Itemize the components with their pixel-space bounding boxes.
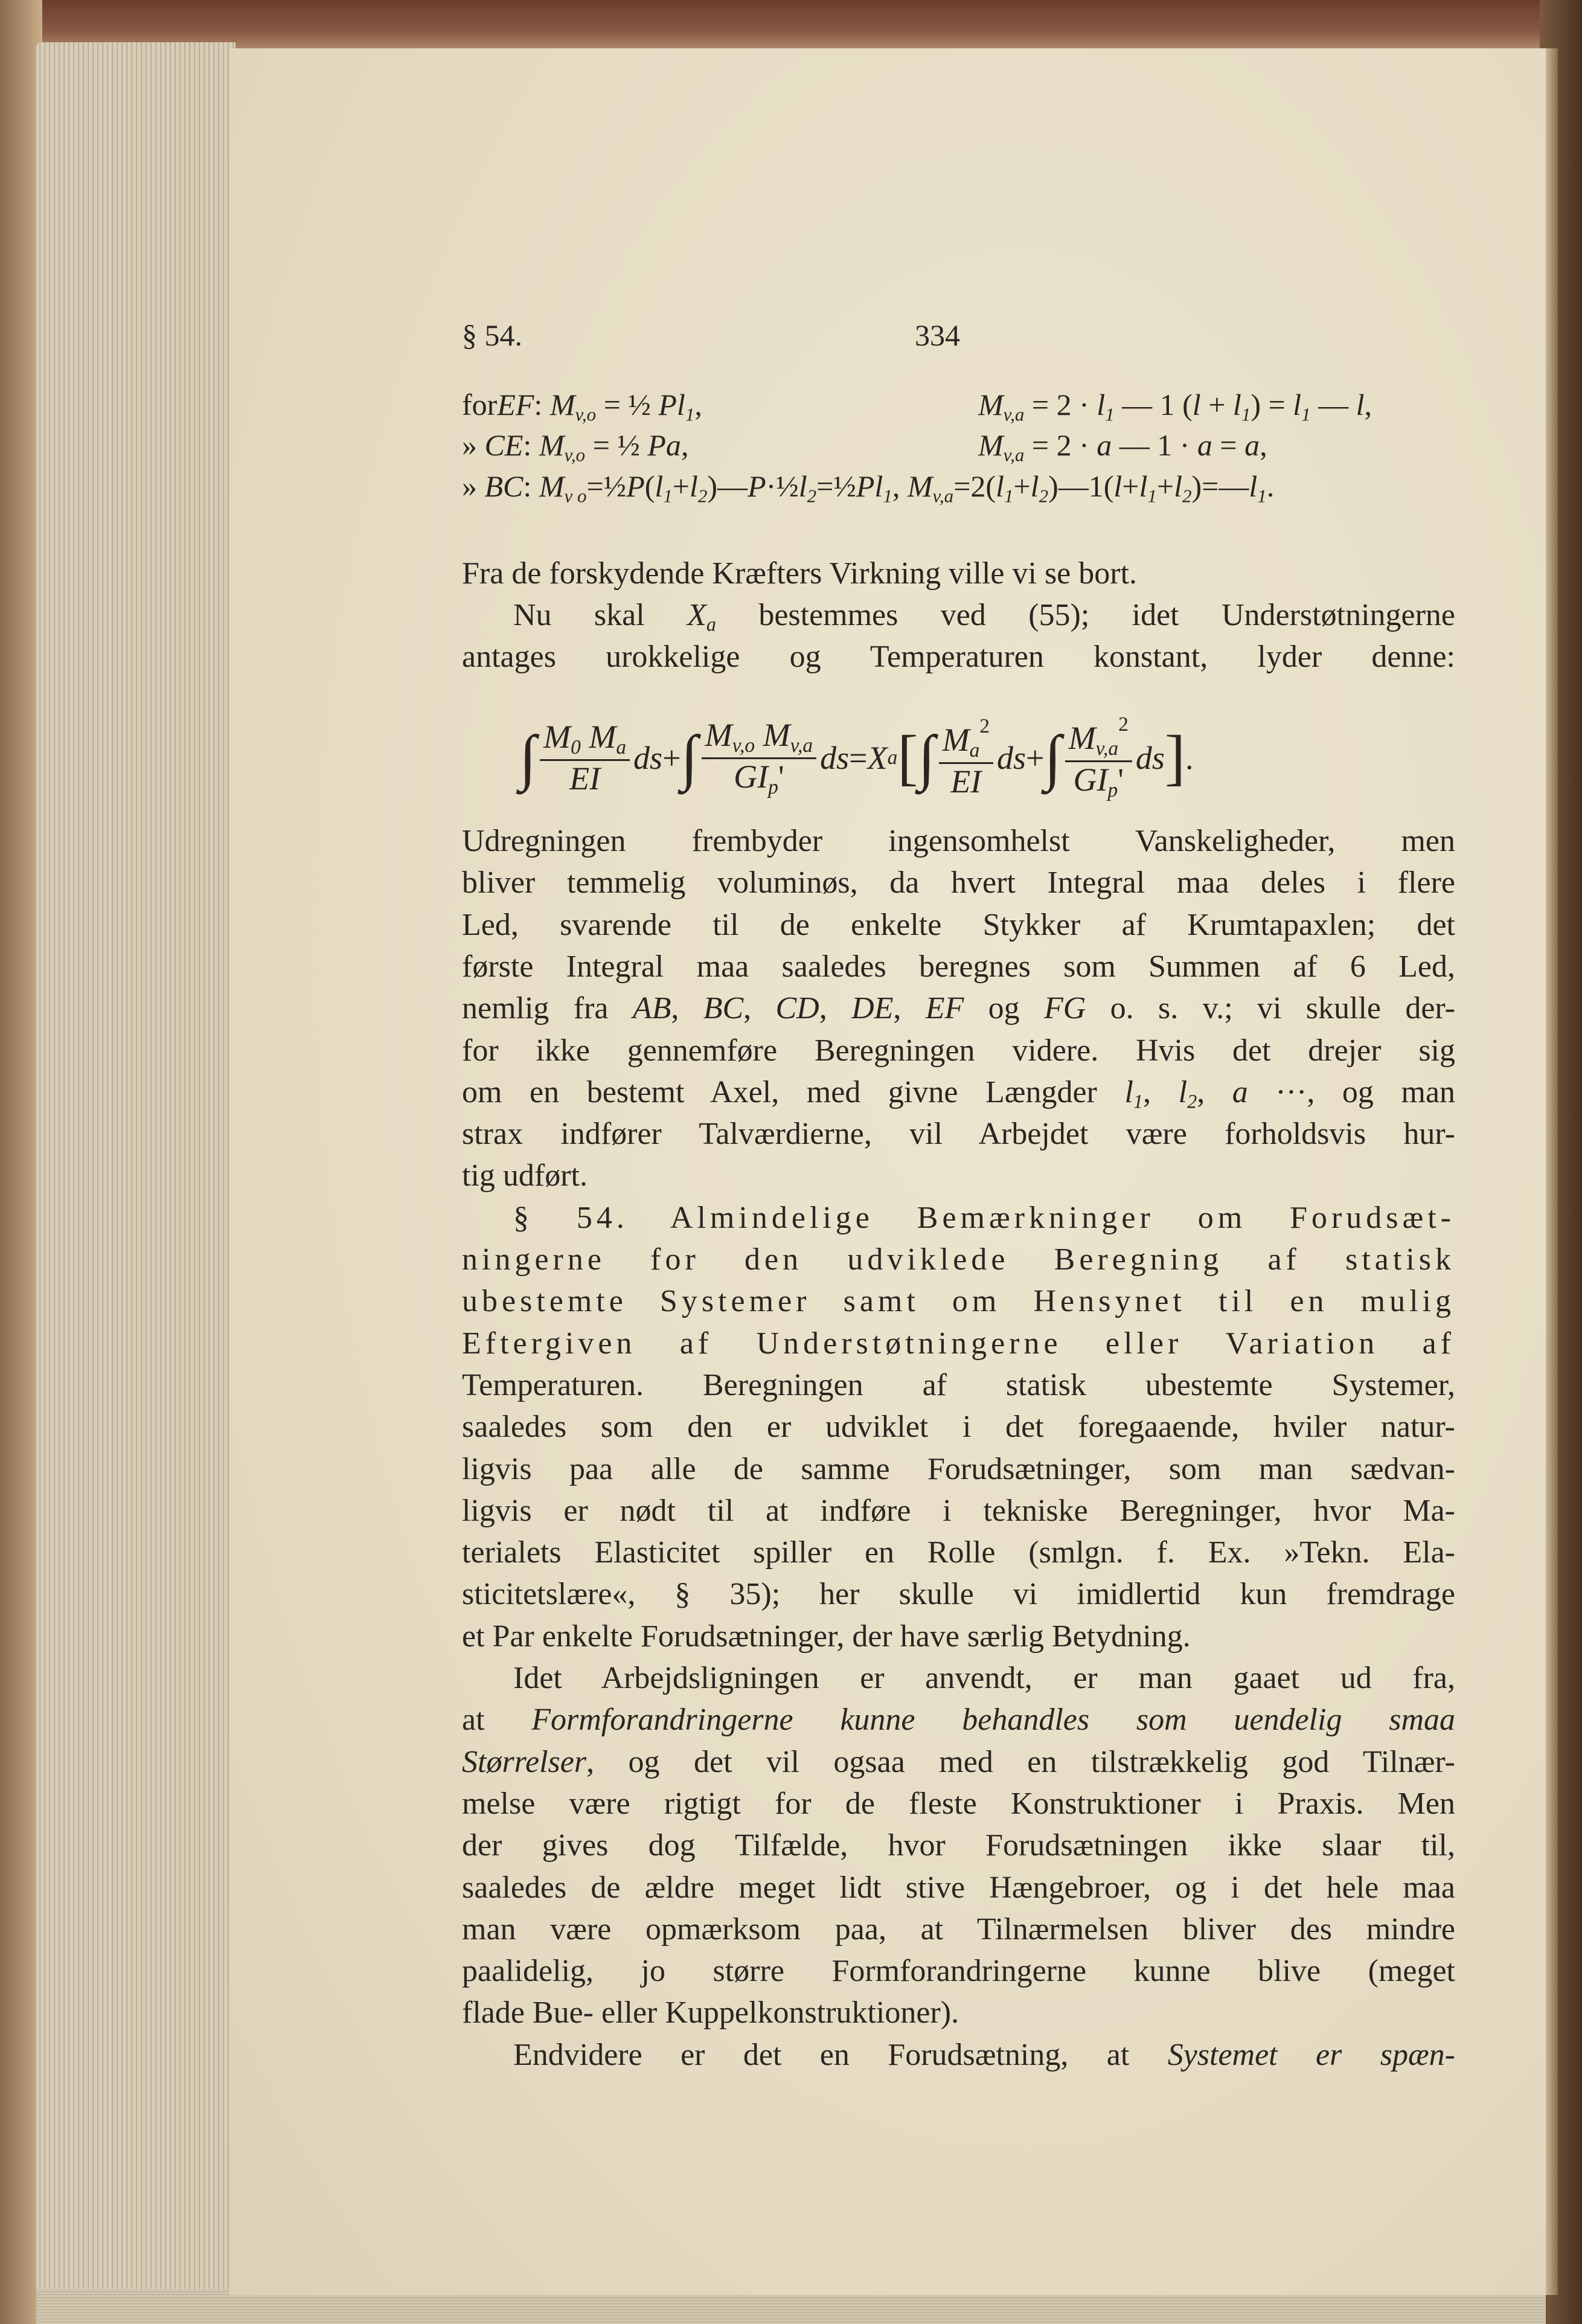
text-run: »	[462, 469, 485, 503]
text-run: .	[1185, 740, 1194, 776]
text-run: ,	[1260, 428, 1267, 462]
text-run: M	[907, 469, 933, 503]
text-run: l	[1356, 388, 1365, 422]
text-run: l	[1113, 469, 1122, 503]
text-run: M	[705, 716, 732, 753]
text-line	[462, 1448, 1455, 1491]
text-run: +	[662, 740, 681, 776]
subscript: 1	[1105, 403, 1115, 425]
text-run: =2(	[953, 469, 996, 503]
text-run: M	[539, 469, 565, 503]
text-line	[462, 553, 1455, 595]
fraction	[540, 719, 630, 797]
text-run: ,	[1197, 1074, 1232, 1109]
subscript: a	[706, 613, 716, 635]
text-run: ,	[694, 388, 702, 422]
text-run: »	[462, 428, 485, 462]
text-line	[462, 636, 1455, 678]
text-run: EF	[925, 991, 964, 1026]
text-run: M	[942, 722, 970, 759]
text-run: ) =	[1251, 388, 1293, 422]
text-run: FG	[1043, 991, 1086, 1026]
text-run: der gives dog Tilfælde, hvor Forudsætningen ikke slaar til,	[462, 1828, 1455, 1863]
fraction-numerator	[939, 716, 993, 764]
text-line	[462, 2034, 1455, 2076]
text-line	[462, 1113, 1455, 1155]
text-run: :	[523, 428, 539, 462]
text-run: Temperaturen. Beregningen af statisk ubestemte Systemer,	[462, 1367, 1455, 1402]
text-run: Størrelser	[462, 1744, 587, 1779]
subscript: 2	[1187, 1090, 1197, 1112]
fraction-denominator	[947, 764, 985, 800]
text-run: Systemet er spæn-	[1167, 2037, 1455, 2072]
text-run: GI	[734, 758, 769, 795]
text-run: +	[1013, 469, 1031, 503]
subscript: 1	[883, 485, 892, 507]
text-run: Pa	[647, 428, 681, 462]
text-run: strax indfører Talværdierne, vil Arbejdet være forholdsvis hur-	[462, 1117, 1455, 1152]
text-run: X	[687, 598, 706, 632]
text-run: P	[748, 469, 766, 503]
text-run: CD	[775, 991, 819, 1026]
page-number: 334	[915, 318, 960, 352]
subscript: v,o	[732, 734, 755, 757]
text-run: — 1 (	[1114, 388, 1193, 422]
text-line	[462, 1197, 1455, 1239]
text-line	[462, 1490, 1455, 1532]
text-run: .	[1266, 469, 1275, 503]
text-run: AB	[632, 991, 671, 1026]
text-run: =½	[586, 469, 627, 503]
text-run: X	[867, 740, 888, 776]
text-run: a	[1197, 428, 1212, 462]
fraction-denominator	[1070, 762, 1127, 802]
text-run: Pl	[856, 469, 883, 503]
subscript: v,a	[1095, 737, 1119, 760]
text-run: )=—	[1191, 469, 1249, 503]
text-run: M	[1068, 720, 1096, 757]
superscript: 2	[1118, 713, 1129, 736]
text-run: M	[978, 428, 1004, 462]
text-run: ,	[1364, 388, 1372, 422]
fraction-numerator	[1065, 714, 1132, 762]
text-run: l	[655, 469, 664, 503]
text-run: ubestemte Systemer samt om Hensynet til en mulig	[462, 1284, 1455, 1319]
page-stack-edge	[36, 42, 235, 2301]
text-run: saaledes de ældre meget lidt stive Hængebroer, og i det hele maa	[462, 1870, 1455, 1905]
fraction-numerator	[540, 719, 630, 761]
subscript: v o	[564, 485, 587, 507]
running-header-section: § 54.	[462, 318, 522, 352]
fraction	[1065, 714, 1132, 802]
text-run: EI	[950, 763, 982, 800]
text-run: = 2 ·	[1024, 428, 1097, 462]
text-line	[462, 594, 1455, 637]
text-run: +	[672, 469, 690, 503]
text-run: :	[523, 469, 539, 503]
text-run: )—	[707, 469, 748, 503]
subscript: p	[1107, 779, 1118, 802]
text-run: l	[1192, 388, 1201, 422]
text-line	[462, 1030, 1455, 1072]
subscript: a	[616, 736, 627, 759]
text-run: M	[755, 716, 790, 753]
text-run: saaledes som den er udviklet i det foregaaende, hviler natur-	[462, 1410, 1455, 1445]
subscript: 1	[1147, 485, 1157, 507]
text-run: +	[1156, 469, 1174, 503]
text-run: (	[644, 469, 655, 503]
text-run: M	[543, 718, 571, 755]
text-run: Endvidere er det en Forudsætning, at	[513, 2037, 1168, 2072]
text-run: sticitetslære«, § 35); her skulle vi imidlertid kun fremdrage	[462, 1577, 1455, 1612]
text-run: o. s. v.; vi skulle der-	[1086, 991, 1456, 1026]
text-run: =	[849, 740, 868, 776]
text-run: l	[1178, 1074, 1188, 1109]
text-run: ,	[819, 991, 852, 1026]
text-run: = 2 ·	[1024, 388, 1097, 422]
text-line	[462, 1406, 1455, 1448]
text-run: =	[1212, 428, 1245, 462]
text-line	[462, 946, 1455, 988]
text-run: — 1 ·	[1112, 428, 1197, 462]
text-line	[462, 1741, 1455, 1783]
text-line	[462, 1280, 1455, 1323]
text-line	[462, 1071, 1455, 1114]
text-run: l	[1124, 1074, 1133, 1109]
text-line	[462, 1699, 1455, 1741]
text-run: l	[1030, 469, 1039, 503]
text-run: l	[690, 469, 698, 503]
subscript: 1	[1004, 485, 1014, 507]
fraction-denominator	[566, 761, 604, 797]
text-run: l	[1097, 388, 1106, 422]
subscript: 2	[1039, 485, 1049, 507]
fraction	[939, 716, 993, 800]
text-run: = ½	[596, 388, 659, 422]
text-run: )—1(	[1048, 469, 1114, 503]
subscript: v,a	[1003, 444, 1025, 466]
text-run: :	[534, 388, 550, 422]
subscript: 0	[571, 736, 581, 759]
fraction	[702, 717, 816, 799]
text-run: l	[1249, 469, 1258, 503]
text-run: Fra de forskydende Kræfters Virkning ville vi se bort.	[462, 556, 1138, 591]
text-run: ds	[633, 740, 663, 776]
text-line	[462, 1992, 1455, 2034]
book-cover-top	[0, 0, 1582, 54]
text-line	[462, 1532, 1455, 1574]
subscript: v,a	[932, 485, 954, 507]
text-run: M	[580, 718, 616, 755]
text-run: ligvis er nødt til at indføre i tekniske Beregninger, hvor Ma-	[462, 1493, 1455, 1528]
text-run: = ½	[585, 428, 648, 462]
text-run: EF	[497, 388, 534, 422]
text-line	[462, 1323, 1455, 1365]
text-run: l	[1232, 388, 1241, 422]
text-run: melse være rigtigt for de fleste Konstruktioner i Praxis. Men	[462, 1786, 1455, 1821]
text-line	[462, 1155, 1455, 1197]
subscript: v,a	[790, 734, 813, 757]
text-run: l	[1174, 469, 1182, 503]
text-run: at	[462, 1703, 532, 1738]
text-run: BC	[484, 469, 524, 503]
subscript: v,a	[1003, 403, 1025, 425]
subscript: 1	[685, 403, 695, 425]
text-run: ligvis paa alle de samme Forudsætninger, som man sædvan-	[462, 1451, 1455, 1486]
text-run: BC	[703, 991, 744, 1026]
text-line	[462, 1657, 1455, 1700]
text-run: a	[1244, 428, 1260, 462]
text-run: a	[1097, 428, 1112, 462]
text-run: Eftergiven af Understøtningerne eller Variation af	[462, 1326, 1455, 1361]
text-run: ds	[997, 740, 1026, 776]
text-run: flade Bue- eller Kuppelkonstruktioner).	[462, 1995, 959, 2030]
text-run: bliver temmelig voluminøs, da hvert Integral maa deles i flere	[462, 865, 1455, 900]
text-run: +	[1026, 740, 1045, 776]
text-run: ,	[1143, 1074, 1179, 1109]
text-run: l	[996, 469, 1004, 503]
subscript: p	[768, 775, 778, 798]
text-line	[462, 1239, 1455, 1281]
text-run: l	[798, 469, 807, 503]
text-run: a	[1232, 1074, 1248, 1109]
text-run: M	[978, 388, 1004, 422]
text-line	[462, 987, 1455, 1030]
text-run: ,	[893, 991, 926, 1026]
text-line	[462, 820, 1455, 862]
subscript: 1	[1241, 403, 1251, 425]
text-run: ningerne for den udviklede Beregning af statisk	[462, 1242, 1455, 1277]
text-run: , og det vil ogsaa med en tilstrækkelig god Tilnær-	[586, 1744, 1455, 1779]
subscript: 1	[1301, 403, 1311, 425]
text-run: nemlig fra	[462, 991, 633, 1026]
subscript: 1	[1257, 485, 1267, 507]
text-run: og	[964, 991, 1044, 1026]
text-run: ,	[681, 428, 689, 462]
text-line	[462, 1573, 1455, 1616]
text-run: man være opmærksom paa, at Tilnærmelsen bliver des mindre	[462, 1912, 1455, 1947]
text-line	[462, 1364, 1455, 1407]
text-run: Pl	[658, 388, 685, 422]
text-run: ·½	[766, 469, 799, 503]
text-run: Formforandringerne kunne behandles som uendelig smaa	[531, 1703, 1455, 1738]
text-run: ds	[1135, 740, 1165, 776]
text-run: tig udført.	[462, 1158, 588, 1193]
text-run: ds	[820, 740, 850, 776]
text-line	[462, 904, 1455, 946]
text-run: DE	[851, 991, 894, 1026]
subscript: v,o	[575, 403, 597, 425]
text-run: ,	[671, 991, 703, 1026]
text-run: ,	[743, 991, 776, 1026]
text-run: l	[1293, 388, 1302, 422]
text-run: M	[539, 428, 565, 462]
text-run: P	[626, 469, 645, 503]
text-run: l	[1139, 469, 1148, 503]
text-run: § 54. Almindelige Bemærkninger om Forudsæt-	[513, 1200, 1455, 1235]
superscript: 2	[979, 715, 990, 738]
text-run: terialets Elasticitet spiller en Rolle (smlgn. f. Ex. »Tekn. Ela-	[462, 1535, 1455, 1570]
text-run: '	[778, 758, 784, 795]
text-run: et Par enkelte Forudsætninger, der have særlig Betydning.	[462, 1619, 1191, 1654]
text-line	[462, 1867, 1455, 1909]
text-run: Idet Arbejdsligningen er anvendt, er man gaaet ud fra,	[513, 1661, 1455, 1695]
text-run: om en bestemt Axel, med givne Længder	[462, 1074, 1125, 1109]
text-run: +	[1200, 388, 1233, 422]
fraction-numerator	[702, 717, 816, 759]
fraction-denominator	[730, 759, 787, 799]
text-run: for ikke gennemføre Beregningen videre. Hvis det drejer sig	[462, 1033, 1455, 1068]
text-line	[462, 1950, 1455, 1992]
text-line	[462, 1825, 1455, 1867]
text-run: —	[1310, 388, 1356, 422]
text-run: M	[549, 388, 575, 422]
text-run: bestemmes ved (55); idet Understøtningerne	[716, 598, 1455, 632]
text-run: Udregningen frembyder ingensomhelst Vanskeligheder, men	[462, 824, 1455, 858]
subscript: 2	[807, 485, 817, 507]
formula-left	[462, 465, 1274, 517]
subscript: 2	[1182, 485, 1192, 507]
subscript: a	[969, 739, 980, 762]
text-run: EI	[569, 760, 601, 797]
subscript: 1	[663, 485, 673, 507]
work-equation: ∫ $\frac{M_0 M_a}{EI}$ ds + ∫ $\frac{M_{v,o} M_{v,a}}{GI_p'}$ ds = X a [ ∫ $\frac{M_a^2}{EI}$ ds + ∫ $\frac{M_{v,a}^2}{GI_p'}$ ds ] .	[519, 713, 1194, 802]
text-line	[462, 862, 1455, 904]
subscript: 2	[697, 485, 708, 507]
text-run: Nu skal	[513, 598, 688, 632]
text-run: GI	[1073, 762, 1108, 798]
subscript: a	[887, 746, 898, 769]
subscript: 1	[1133, 1090, 1144, 1112]
text-line	[462, 1908, 1455, 1951]
text-run: paalidelig, jo større Formforandringerne kunne blive (meget	[462, 1954, 1455, 1989]
text-run: Led, svarende til de enkelte Stykker af Krumtapaxlen; det	[462, 907, 1455, 942]
page-gutter	[1546, 48, 1558, 2295]
subscript: v,o	[564, 444, 586, 466]
text-line	[462, 1616, 1455, 1658]
text-run: CE	[484, 428, 524, 462]
text-run: for	[462, 388, 498, 422]
text-run: ···, og man	[1247, 1074, 1456, 1109]
text-run: første Integral maa saaledes beregnes som Summen af 6 Led,	[462, 949, 1455, 984]
text-run: '	[1118, 762, 1124, 798]
text-run: =½	[816, 469, 856, 503]
text-run: antages urokkelige og Temperaturen konstant, lyder denne:	[462, 640, 1455, 674]
text-run: ,	[892, 469, 908, 503]
text-run: +	[1122, 469, 1139, 503]
text-line	[462, 1783, 1455, 1825]
